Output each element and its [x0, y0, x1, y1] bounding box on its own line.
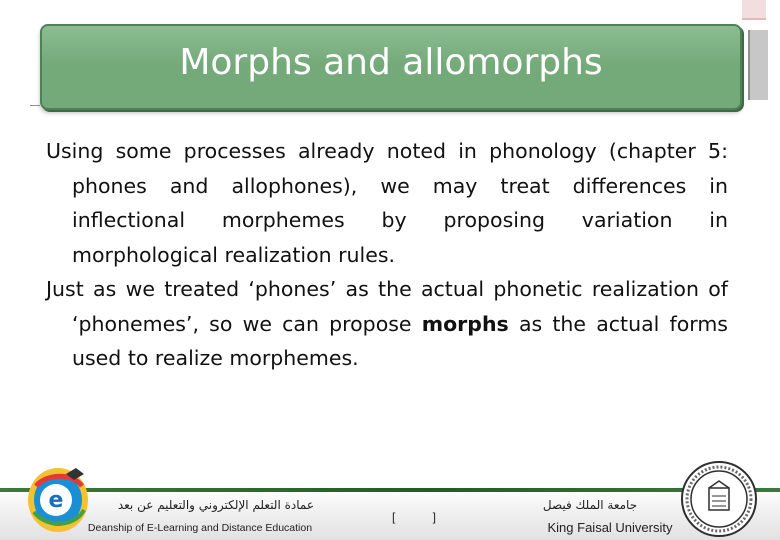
paragraph-2-bold-term: morphs	[421, 311, 509, 336]
paragraph-1-text: Using some processes already noted in phonology (chapter 5: phones and allophones), we may treat differences in inflectional morphemes by proposing variation in morphological realization rules.	[46, 139, 728, 267]
page-bracket-close: ]	[432, 510, 436, 524]
slide-footer	[0, 488, 780, 540]
university-english-name: King Faisal University	[547, 520, 673, 535]
deanship-arabic-name: عمادة التعلم الإلكتروني والتعليم عن بعد	[117, 498, 314, 512]
elearning-logo-icon	[16, 456, 100, 538]
title-tick	[30, 105, 40, 106]
paragraph-2-text-before: Just as we treated ‘phones’ as the actual phonetic realization of ‘phonemes’, so we can propose	[46, 277, 728, 336]
slide-title: Morphs and allomorphs	[179, 42, 603, 83]
elearning-logo-letter: e	[48, 488, 64, 513]
title-side-bar	[748, 30, 768, 100]
corner-rule	[742, 18, 766, 20]
paragraph-2	[46, 272, 728, 376]
university-arabic-name: جامعة الملك فيصل	[542, 498, 638, 512]
paragraph-2-text-after: as the actual forms used to realize morphemes.	[72, 311, 728, 370]
corner-tab	[742, 0, 766, 18]
paragraph-1	[46, 134, 728, 272]
slide-body	[46, 134, 728, 376]
page-bracket-open: [	[392, 510, 396, 524]
title-banner	[40, 24, 742, 110]
page-number	[392, 510, 436, 524]
footer-strip	[0, 488, 780, 492]
deanship-english-name: Deanship of E-Learning and Distance Education	[87, 522, 313, 534]
university-seal-icon	[676, 458, 762, 540]
